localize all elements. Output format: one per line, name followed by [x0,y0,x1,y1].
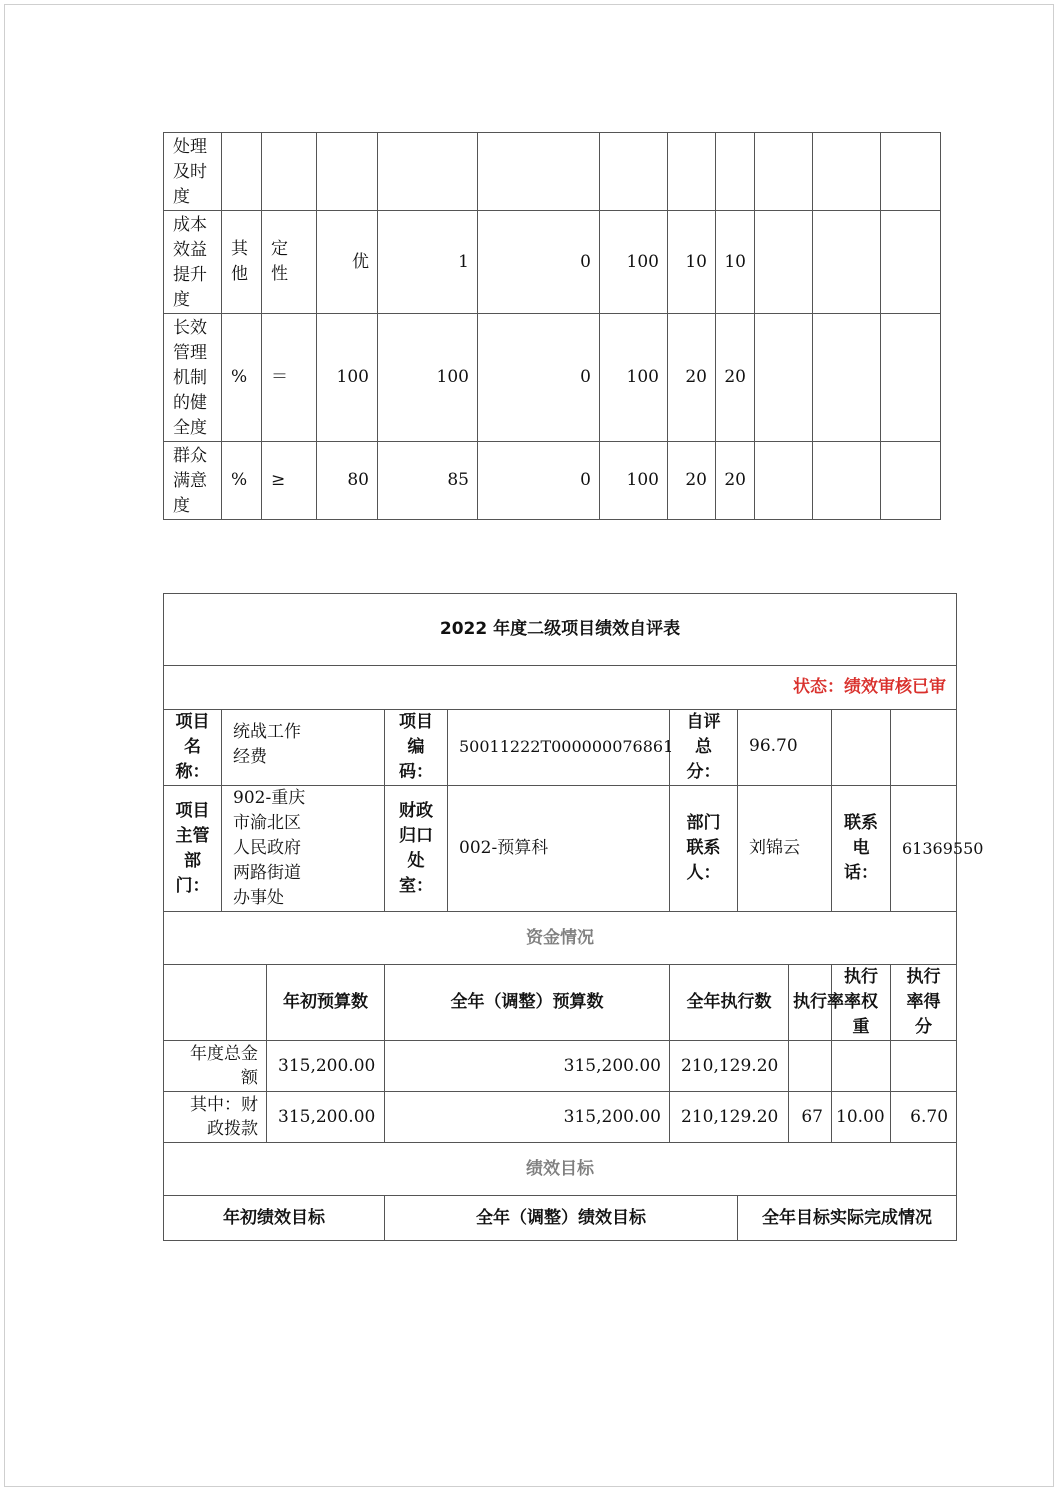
indicator-target: 80 [317,442,378,520]
indicator-compare: 定 性 [262,211,317,314]
project-code-label: 项目 编 码： [385,710,448,786]
adjusted-budget-header: 全年（调整）预算数 [385,965,670,1041]
exec-rate-value: 67 [789,1092,832,1143]
indicator-name: 处理 及时 度 [164,133,222,211]
indicator-score: 10 [716,211,755,314]
executed-value: 210,129.20 [670,1041,789,1092]
actual-completion-header: 全年目标实际完成情况 [738,1196,957,1241]
table-row [164,442,941,520]
exec-weight-header: 执行 率权 重 [832,965,891,1041]
exec-score-value: 6.70 [891,1092,957,1143]
indicator-unit: 其 他 [222,211,262,314]
exec-weight-value [832,1041,891,1092]
status-badge: 状态：绩效审核已审 [164,666,957,710]
exec-score-value [891,1041,957,1092]
table-row [164,1041,957,1092]
dept-label: 项目 主管 部 门： [164,786,222,912]
indicator-unit: % [222,314,262,442]
indicator-score: 20 [716,314,755,442]
adjusted-budget-value: 315,200.00 [385,1092,670,1143]
initial-budget-header: 年初预算数 [267,965,385,1041]
indicator-weight: 20 [668,314,716,442]
contact-value: 刘锦云 [738,786,832,912]
funds-row-label: 其中：财 政拨款 [164,1092,267,1143]
indicator-name: 长效 管理 机制 的健 全度 [164,314,222,442]
funds-section-title: 资金情况 [164,912,957,965]
exec-rate-value [789,1041,832,1092]
phone-label: 联系 电 话： [832,786,891,912]
indicator-name: 群众 满意 度 [164,442,222,520]
initial-budget-value: 315,200.00 [267,1092,385,1143]
title-row [164,594,957,666]
dept-value: 902-重庆 市渝北区 人民政府 两路街道 办事处 [222,786,385,912]
indicator-weight: 20 [668,442,716,520]
contact-label: 部门 联系 人： [670,786,738,912]
funds-section-row [164,912,957,965]
adjusted-goals-header: 全年（调整）绩效目标 [385,1196,738,1241]
indicator-actual: 100 [378,314,478,442]
adjusted-budget-value: 315,200.00 [385,1041,670,1092]
indicator-score-rate: 100 [600,442,668,520]
funds-header-row [164,965,957,1041]
indicator-deviation: 0 [478,211,600,314]
indicator-actual: 85 [378,442,478,520]
phone-value: 61369550 [891,786,957,912]
indicator-compare: ≥ [262,442,317,520]
goals-section-title: 绩效目标 [164,1143,957,1196]
indicator-table [163,132,941,520]
project-code-value: 50011222T000000076861 [448,710,670,786]
executed-value: 210,129.20 [670,1092,789,1143]
indicator-score: 20 [716,442,755,520]
initial-budget-value: 315,200.00 [267,1041,385,1092]
project-info-row [164,710,957,786]
indicator-score-rate: 100 [600,314,668,442]
executed-header: 全年执行数 [670,965,789,1041]
self-score-label: 自评 总 分： [670,710,738,786]
indicator-deviation: 0 [478,442,600,520]
funds-row-label: 年度总金 额 [164,1041,267,1092]
project-name-value: 统战工作 经费 [222,710,385,786]
indicator-compare: ＝ [262,314,317,442]
page-title: 2022 年度二级项目绩效自评表 [164,594,957,666]
project-name-label: 项目 名 称： [164,710,222,786]
finance-office-label: 财政 归口 处 室： [385,786,448,912]
finance-office-value: 002-预算科 [448,786,670,912]
table-row [164,211,941,314]
indicator-target: 100 [317,314,378,442]
evaluation-form-table [163,593,984,1241]
indicator-target: 优 [317,211,378,314]
indicator-name: 成本 效益 提升 度 [164,211,222,314]
table-row [164,133,941,211]
initial-goals-header: 年初绩效目标 [164,1196,385,1241]
exec-score-header: 执行 率得 分 [891,965,957,1041]
goals-header-row [164,1196,957,1241]
table-row [164,1092,957,1143]
department-row [164,786,957,912]
indicator-score-rate: 100 [600,211,668,314]
indicator-unit: % [222,442,262,520]
indicator-deviation: 0 [478,314,600,442]
table-row [164,314,941,442]
exec-rate-header: 执行率 [789,965,832,1041]
exec-weight-value: 10.00 [832,1092,891,1143]
self-score-value: 96.70 [738,710,832,786]
indicator-weight: 10 [668,211,716,314]
status-row [164,666,957,710]
indicator-actual: 1 [378,211,478,314]
goals-section-row [164,1143,957,1196]
